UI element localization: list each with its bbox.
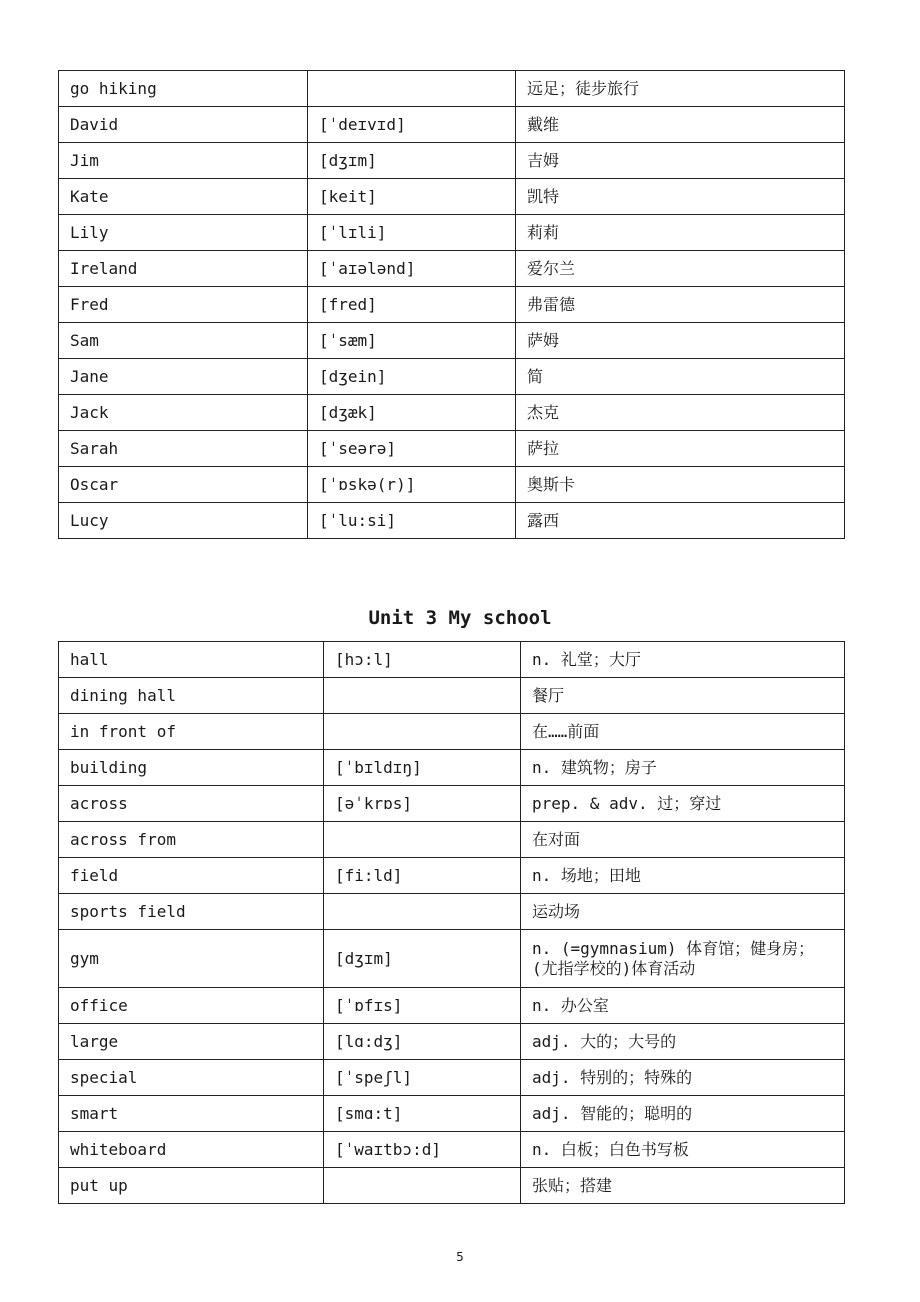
meaning-cell: 凯特	[516, 179, 845, 215]
meaning-cell: 简	[516, 359, 845, 395]
meaning-cell: 弗雷德	[516, 287, 845, 323]
meaning-cell: adj. 智能的；聪明的	[521, 1096, 845, 1132]
table-row	[59, 1168, 845, 1204]
meaning-cell: 吉姆	[516, 143, 845, 179]
phonetic-cell: [ˈbɪldɪŋ]	[324, 750, 521, 786]
phonetic-cell: [ˈaɪələnd]	[308, 251, 516, 287]
table-row	[59, 678, 845, 714]
vocab-table-unit3	[58, 641, 845, 1204]
word-cell: across	[59, 786, 324, 822]
table-row	[59, 988, 845, 1024]
table-row	[59, 71, 845, 107]
phonetic-cell: [hɔ:l]	[324, 642, 521, 678]
table-row	[59, 431, 845, 467]
table-row	[59, 179, 845, 215]
meaning-cell: n. (=gymnasium) 体育馆；健身房；(尤指学校的)体育活动	[521, 930, 845, 988]
phonetic-cell: [ˈlɪli]	[308, 215, 516, 251]
table-row	[59, 251, 845, 287]
word-cell: whiteboard	[59, 1132, 324, 1168]
table-row	[59, 503, 845, 539]
phonetic-cell: [dʒɪm]	[324, 930, 521, 988]
phonetic-cell: [ˈseərə]	[308, 431, 516, 467]
word-cell: dining hall	[59, 678, 324, 714]
word-cell: Jane	[59, 359, 308, 395]
meaning-cell: 远足；徒步旅行	[516, 71, 845, 107]
word-cell: across from	[59, 822, 324, 858]
word-cell: special	[59, 1060, 324, 1096]
phonetic-cell: [ˈspeʃl]	[324, 1060, 521, 1096]
meaning-cell: 在对面	[521, 822, 845, 858]
word-cell: Jack	[59, 395, 308, 431]
table-row	[59, 395, 845, 431]
table-row	[59, 822, 845, 858]
phonetic-cell: [fi:ld]	[324, 858, 521, 894]
phonetic-cell: [ˈɒfɪs]	[324, 988, 521, 1024]
phonetic-cell: [dʒɪm]	[308, 143, 516, 179]
phonetic-cell: [dʒein]	[308, 359, 516, 395]
phonetic-cell: [fred]	[308, 287, 516, 323]
table-row	[59, 1060, 845, 1096]
table-row	[59, 1096, 845, 1132]
vocab-table-names	[58, 70, 845, 539]
word-cell: Ireland	[59, 251, 308, 287]
word-cell: office	[59, 988, 324, 1024]
table-row	[59, 894, 845, 930]
word-cell: Sarah	[59, 431, 308, 467]
word-cell: Lucy	[59, 503, 308, 539]
page-number: 5	[456, 1250, 464, 1264]
table-row	[59, 750, 845, 786]
table-row	[59, 714, 845, 750]
word-cell: David	[59, 107, 308, 143]
table-row	[59, 215, 845, 251]
meaning-cell: 奥斯卡	[516, 467, 845, 503]
table-row	[59, 323, 845, 359]
vocab-table-names-body	[59, 71, 845, 539]
word-cell: Sam	[59, 323, 308, 359]
phonetic-cell	[324, 678, 521, 714]
phonetic-cell: [keit]	[308, 179, 516, 215]
word-cell: Kate	[59, 179, 308, 215]
table-row	[59, 359, 845, 395]
phonetic-cell: [ˈsæm]	[308, 323, 516, 359]
phonetic-cell	[308, 71, 516, 107]
phonetic-cell: [smɑ:t]	[324, 1096, 521, 1132]
meaning-cell: prep. & adv. 过；穿过	[521, 786, 845, 822]
word-cell: Oscar	[59, 467, 308, 503]
section-title: Unit 3 My school	[368, 607, 552, 629]
phonetic-cell: [dʒæk]	[308, 395, 516, 431]
word-cell: field	[59, 858, 324, 894]
meaning-cell: n. 办公室	[521, 988, 845, 1024]
phonetic-cell: [ˈɒskə(r)]	[308, 467, 516, 503]
word-cell: large	[59, 1024, 324, 1060]
word-cell: Fred	[59, 287, 308, 323]
table-row	[59, 642, 845, 678]
table-row	[59, 1132, 845, 1168]
phonetic-cell	[324, 714, 521, 750]
table-row	[59, 1024, 845, 1060]
meaning-cell: 运动场	[521, 894, 845, 930]
phonetic-cell: [lɑ:dʒ]	[324, 1024, 521, 1060]
table-row	[59, 930, 845, 988]
meaning-cell: n. 礼堂；大厅	[521, 642, 845, 678]
meaning-cell: 杰克	[516, 395, 845, 431]
vocab-table-unit3-body	[59, 642, 845, 1204]
meaning-cell: n. 场地；田地	[521, 858, 845, 894]
meaning-cell: adj. 特别的；特殊的	[521, 1060, 845, 1096]
phonetic-cell: [ˈwaɪtbɔ:d]	[324, 1132, 521, 1168]
word-cell: put up	[59, 1168, 324, 1204]
meaning-cell: n. 建筑物；房子	[521, 750, 845, 786]
word-cell: smart	[59, 1096, 324, 1132]
meaning-cell: 露西	[516, 503, 845, 539]
meaning-cell: 萨拉	[516, 431, 845, 467]
word-cell: sports field	[59, 894, 324, 930]
phonetic-cell	[324, 894, 521, 930]
table-row	[59, 107, 845, 143]
phonetic-cell: [əˈkrɒs]	[324, 786, 521, 822]
word-cell: Lily	[59, 215, 308, 251]
meaning-cell: 莉莉	[516, 215, 845, 251]
table-row	[59, 858, 845, 894]
word-cell: hall	[59, 642, 324, 678]
meaning-cell: n. 白板；白色书写板	[521, 1132, 845, 1168]
meaning-cell: adj. 大的；大号的	[521, 1024, 845, 1060]
meaning-cell: 餐厅	[521, 678, 845, 714]
table-row	[59, 467, 845, 503]
table-row	[59, 287, 845, 323]
word-cell: building	[59, 750, 324, 786]
meaning-cell: 张贴；搭建	[521, 1168, 845, 1204]
meaning-cell: 萨姆	[516, 323, 845, 359]
phonetic-cell: [ˈdeɪvɪd]	[308, 107, 516, 143]
meaning-cell: 爱尔兰	[516, 251, 845, 287]
word-cell: go hiking	[59, 71, 308, 107]
phonetic-cell: [ˈlu:si]	[308, 503, 516, 539]
phonetic-cell	[324, 822, 521, 858]
meaning-cell: 戴维	[516, 107, 845, 143]
word-cell: gym	[59, 930, 324, 988]
table-row	[59, 786, 845, 822]
meaning-cell: 在……前面	[521, 714, 845, 750]
word-cell: in front of	[59, 714, 324, 750]
phonetic-cell	[324, 1168, 521, 1204]
table-row	[59, 143, 845, 179]
word-cell: Jim	[59, 143, 308, 179]
